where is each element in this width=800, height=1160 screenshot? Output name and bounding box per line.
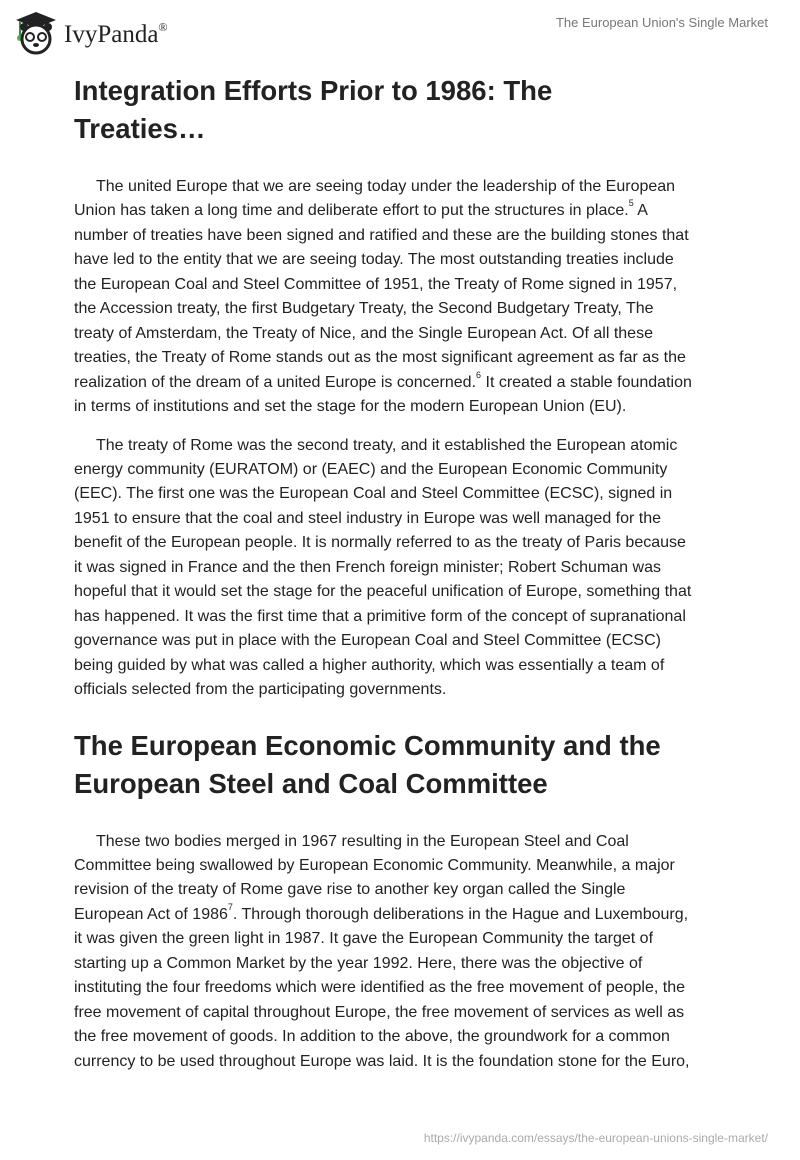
text-line: officials selected from the participating governments.	[74, 681, 447, 699]
body-paragraph	[74, 175, 734, 420]
text-line: starting up a Common Market by the year 1992. Here, there was the objective of	[74, 954, 643, 972]
footnote-ref: 6	[476, 369, 482, 380]
text-line: instituting the four freedoms which were identified as the free movement of people, the	[74, 979, 686, 997]
text-line: the Accession treaty, the first Budgetary Treaty, the Second Budgetary Treaty, The	[74, 300, 654, 318]
article-content	[74, 72, 734, 1074]
text-line: number of treaties have been signed and ratified and these are the building stones that	[74, 226, 689, 244]
text-line: being guided by what was called a higher authority, which was essentially a team of	[74, 656, 665, 674]
text-line: energy community (EURATOM) or (EAEC) and the European Economic Community	[74, 460, 668, 478]
text-line: Union has taken a long time and deliberate effort to put the structures in place.$^5$ A	[74, 198, 648, 220]
text-line: The united Europe that we are seeing today under the leadership of the European	[96, 178, 676, 195]
footnote-ref: 5	[628, 198, 634, 209]
text-line: These two bodies merged in 1967 resulting in the European Steel and Coal	[96, 832, 629, 850]
section-heading: The European Economic Community and the European Steel and Coal Committee	[74, 729, 661, 799]
text-line: the European Coal and Steel Committee of 1951, the Treaty of Rome signed in 1957,	[74, 275, 678, 293]
text-line: have led to the entity that we are seeing today. The most outstanding treaties include	[74, 251, 674, 269]
footnote-ref: 7	[227, 901, 233, 912]
text-line: realization of the dream of a united Europe is concerned.$^6$ It created a stable foundation	[74, 369, 692, 391]
text-line: it was given the green light in 1987. It gave the European Community the target of	[74, 930, 654, 948]
body-paragraph	[74, 830, 734, 1075]
text-line: benefit of the European people. It is normally referred to as the treaty of Paris because	[74, 534, 686, 552]
text-line: (EEC). The first one was the European Coal and Steel Committee (ECSC), signed in	[74, 485, 673, 503]
text-line: treaty of Amsterdam, the Treaty of Nice, and the Single European Act. Of all these	[74, 324, 653, 342]
panda-graduate-icon	[12, 8, 60, 56]
text-line: in terms of institutions and set the stage for the modern European Union (EU).	[74, 398, 627, 416]
text-line: hopeful that it would set the stage for the peaceful unification of Europe, something that	[74, 583, 692, 601]
section-heading: Integration Efforts Prior to 1986: The Treaties…	[74, 75, 553, 144]
text-line: 1951 to ensure that the coal and steel industry in Europe was well managed for the	[74, 509, 662, 527]
text-line: European Act of 1986$^7$. Through thorough deliberations in the Hague and Luxembourg,	[74, 901, 689, 923]
ivypanda-logo[interactable]	[12, 8, 168, 56]
text-line: governance was put in place with the European Coal and Steel Committee (ECSC)	[74, 632, 661, 650]
source-url[interactable]: https://ivypanda.com/essays/the-european-unions-single-market/	[423, 1131, 768, 1145]
text-line: revision of the treaty of Rome gave rise to another key organ called the Single	[74, 881, 626, 899]
text-line: treaties, the Treaty of Rome stands out as the most significant agreement as far as the	[74, 349, 686, 367]
text-line: free movement of capital throughout Europe, the free movement of services as well as	[74, 1003, 685, 1021]
text-line: The treaty of Rome was the second treaty, and it established the European atomic	[96, 436, 678, 454]
text-line: it was signed in France and the then French foreign minister; Robert Schuman was	[74, 558, 661, 576]
document-title: The European Union's Single Market	[555, 15, 768, 30]
body-paragraph	[74, 434, 734, 703]
text-line: Committee being swallowed by European Economic Community. Meanwhile, a major	[74, 856, 675, 874]
text-line: the free movement of goods. In addition to the above, the groundwork for a common	[74, 1028, 670, 1046]
logo-text: IvyPanda®	[64, 20, 168, 48]
text-line: currency to be used throughout Europe was laid. It is the foundation stone for the Euro,	[74, 1052, 690, 1070]
text-line: has happened. It was the first time that a primitive form of the concept of supranational	[74, 607, 686, 625]
